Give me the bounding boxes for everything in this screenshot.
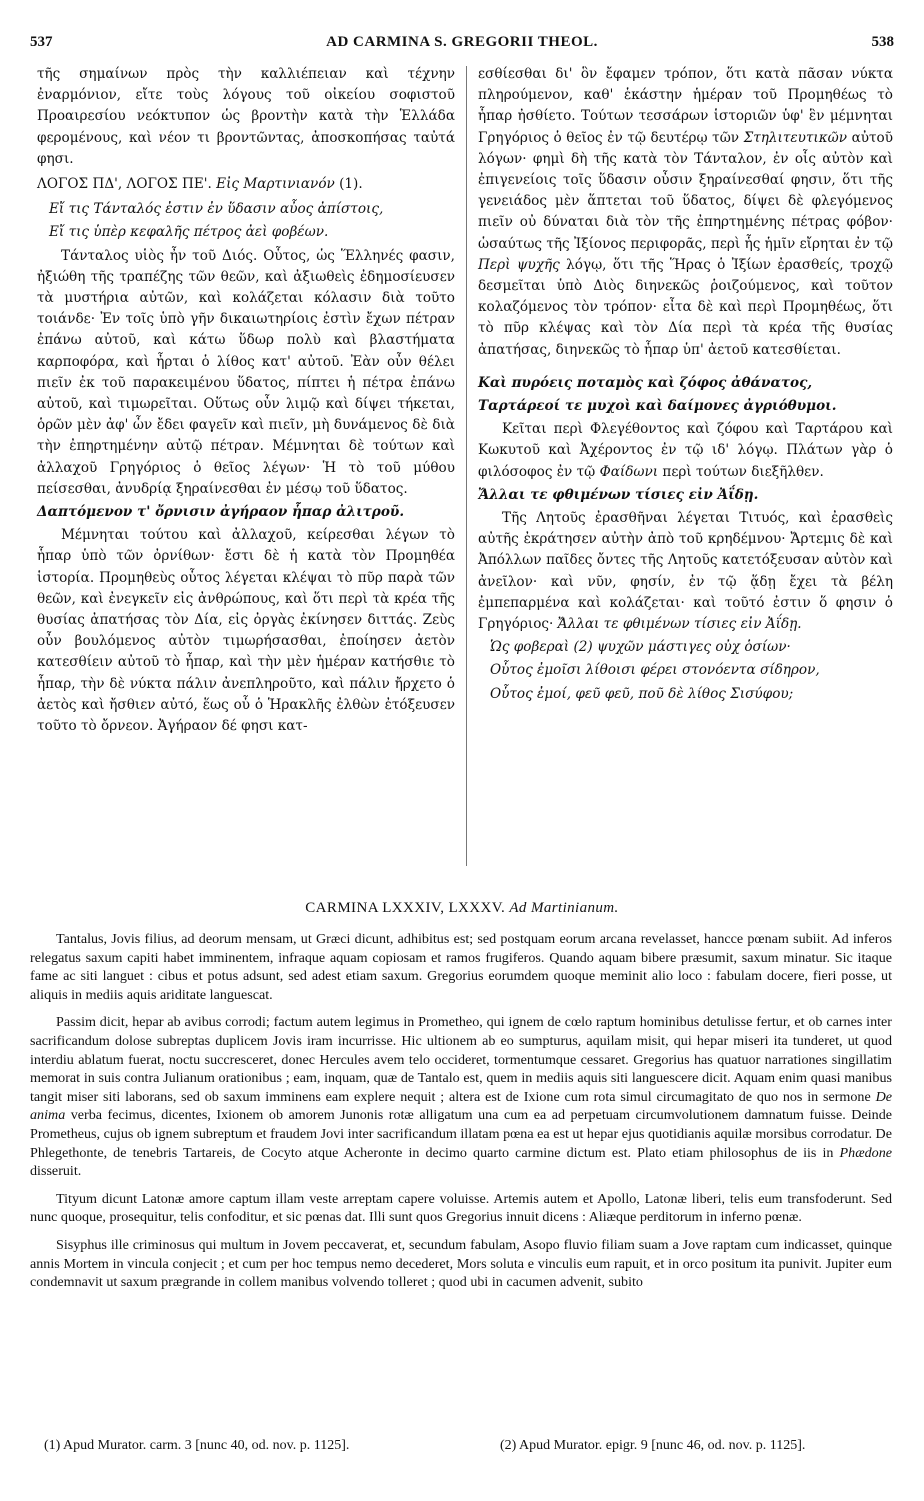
running-title: AD CARMINA S. GREGORII THEOL. <box>326 34 598 50</box>
page-number-left: 537 <box>30 34 53 50</box>
latin-translation <box>30 930 892 1301</box>
verse-line: Οὗτος ἐμοί, φεῦ φεῦ, ποῦ δὲ λίθος Σισύφου; <box>490 685 794 702</box>
latin-heading-title: Ad Martinianum. <box>509 900 619 916</box>
greek-paragraph: τῆς σημαίνων πρὸς τὴν καλλιέπειαν καὶ τέχνην ἐναρμόνιον, εἴτε τοὺς λόγους τοῦ οἰκείου σοφιστοῦ Προαιρεσίου νεόκτυπον ὡς βροντὴν κατὰ τὴν Ἑλλάδα φερομένους, καὶ νέον τι βροντῶντας, ἀποσκοπήσας ταὐτά φησι. <box>37 66 455 167</box>
latin-paragraph: Sisyphus ille criminosus qui multum in Jovem peccaverat, et, secundum fabulam, Asopo fluvio filiam suam a Jove raptam cum indicasset, quinque annis Mortem in vincula conjecit ; et cum per hoc tempus nemo decederet, Mors soluta e vinculis eum rapuit, et in orco positum ita punivit. Jupiter eum condemnavit ut saxum prægrande in collem manibus volvendo tolleret ; quod ubi in cacumen advenit, subito <box>30 1236 892 1291</box>
text-run: Τῆς Λητοῦς ἐρασθῆναι λέγεται Τιτυός, καὶ ἐρασθεὶς αὐτῆς ἐκράτησεν αὐτὴν ἀπὸ τοῦ κρηδέμνου· Ἄρτεμις δὲ καὶ Ἀπόλλων παῖδες ὄντες τῆς Λητοῦς κατετόξευσαν αὐτὸν καὶ ἀνεῖλον· καὶ νῦν, φησίν, ἐν τῷ ᾅδῃ ἔχει τὰ βέλη ἐμπεπαρμένα καὶ κολάζεται· καὶ τοῦτό ἐστιν ὅ φησιν ὁ Γρηγόριος· <box>478 510 893 633</box>
lemma: Καὶ πυρόεις ποταμὸς καὶ ζόφος ἀθάνατος, <box>478 374 813 391</box>
section-heading-prefix: ΛΟΓΟΣ ΠΔ', ΛΟΓΟΣ ΠΕ'. <box>37 176 217 193</box>
greek-column-left <box>37 64 455 737</box>
lemma: Δαπτόμενον τ' ὄρνισιν ἀγήραον ἧπαρ ἀλιτροῦ. <box>37 504 405 521</box>
footnote-2: (2) Apud Murator. epigr. 9 [nunc 46, od. nov. p. 1125]. <box>500 1438 806 1453</box>
verse-line: Εἴ τις ὑπὲρ κεφαλῆς πέτρος ἀεὶ φοβέων. <box>49 224 329 241</box>
work-title: De anima <box>30 1088 892 1124</box>
column-divider <box>466 66 467 866</box>
text-run: Κεῖται περὶ Φλεγέθοντος καὶ ζόφου καὶ Ταρτάρου καὶ Κωκυτοῦ καὶ Ἀχέροντος ἐν τῷ ιδ' λόγῳ. Πλάτων γὰρ ὁ φιλόσοφος ἐν τῷ <box>478 421 893 480</box>
latin-paragraph: Tityum dicunt Latonæ amore captum illam veste arreptam capere voluisse. Artemis autem et Apollo, Latonæ liberi, telis eum transfoderunt. Sed nunc quoque, prosequitur, telis confoditur, et sic pœnas dat. Illi sunt quos Gregorius innuit dicens : Aliæque perditorum in inferno pœnæ. <box>30 1190 892 1226</box>
text-run: verba fecimus, dicentes, Ixionem ob amorem Junonis rotæ alligatum una cum ea ad perpetuam circumvolutionem damnatum fuisse. Deinde Prometheus, cujus ob ignem subreptum et fraudem Jovi inter sacrificandum illatam pœna ea est ut hepar ejus quotidianis aquilæ morsibus corrodatur. De Phlegethonte, de tenebris Tartareis, de Cocyto atque Acheronte in decimo quarto carmine dictum est. Plato etiam philosophus de iis in <box>30 1107 892 1161</box>
work-title: Στηλιτευτικῶν <box>743 129 848 146</box>
latin-paragraph <box>30 1013 892 1180</box>
text-run: Passim dicit, hepar ab avibus corrodi; factum autem legimus in Prometheo, qui ignem de cœlo raptum hominibus detulisse fertur, et ob carnes inter sacrificandum dolose subreptas duplicem Jovis iram incurrisse. Hic ultionem ab eo sumpturus, aquilam misit, qui hepar miseri ita tunderet, ut quod interdiu ablatum fuerat, noctu succresceret, donec Hercules avem telo occideret, tormentumque cessaret. Gregorius has quatuor narrationes singillatim memorat in suis contra Julianum orationibus ; eam, inquam, quæ de Tantalo est, quem in mediis aquis siti languescere dicit. Aquam enim quasi manibus tangit miser siti laborans, sed ob saxum imminens eam explere nequit ; altera est de Ixione cum rota simul circumagitato de quo nos in sermone <box>30 1014 892 1105</box>
text-run: εσθίεσθαι δι' ὃν ἔφαμεν τρόπον, ὅτι κατὰ πᾶσαν νύκτα πληρούμενον, καθ' ἑκάστην ἡμέραν τοῦ Προμηθέως τὸ ἧπαρ ἠσθίετο. Τούτων τεσσάρων ἱστοριῶν ὑφ' ἓν μέμνηται Γρηγόριος ὁ θεῖος ἐν τῷ δευτέρῳ τῶν <box>478 66 893 146</box>
text-run: λόγῳ, ὅτι τῆς Ἥρας ὁ Ἰξίων ἐρασθείς, τροχῷ δεσμεῖται ὑπὸ Διὸς διηνεκῶς ῥοιζούμενος, καὶ τοῦτον κολαζόμενος τὸν τρόπον· εἶτα δὲ καὶ περὶ Προμηθέως, ὅτι τὸ πῦρ κλέψας καὶ τὸν Δία περὶ τὰ κρέα τῆς θυσίας ἀπατήσας, διηνεκῶς τὸ ἧπαρ ὑπ' ἀετοῦ κατεσθίεται. <box>478 256 893 358</box>
text-run: περὶ τούτων διεξῆλθεν. <box>658 463 824 480</box>
lemma: Ταρτάρεοί τε μυχοὶ καὶ δαίμονες ἀγριόθυμοι. <box>478 398 837 415</box>
section-heading <box>37 174 455 195</box>
verse-line: Ὡς φοβεραὶ (2) ψυχῶν μάστιγες οὐχ ὁσίων· <box>490 639 791 656</box>
work-title: Φαίδωνι <box>599 463 659 480</box>
greek-paragraph <box>478 419 893 483</box>
text-run: αὐτοῦ λόγων· φημὶ δὴ τῆς κατὰ τὸν Τάνταλον, ἐν οἷς αὐτὸν καὶ ἐπιγενείοις τοῖς ὕδασιν οὖσιν ξηραίνεσθαί φησιν, ὅτι τῆς γενειάδος μὲν ἅπτεται τοῦ ὕδατος, δίψει δὲ φλεγόμενος πιεῖν οὐ δύναται διὰ τὸν τῆς ἐπηρτημένης πέτρας φόβον· ὡσαύτως τῆς Ἰξίονος περιφορᾶς, περὶ ἧς ἡμῖν εἴρηται ἐν τῷ <box>478 129 894 252</box>
latin-section-heading <box>0 900 924 917</box>
greek-paragraph: Μέμνηται τούτου καὶ ἀλλαχοῦ, κείρεσθαι λέγων τὸ ἧπαρ ὑπὸ τῶν ὀρνίθων· ἔστι δὲ ἡ κατὰ τὸν Προμηθέα ἱστορία. Προμηθεὺς οὗτος λέγεται κλέψαι τὸ πῦρ παρὰ τῶν θεῶν, καὶ ἐνεγκεῖν εἰς ἀνθρώπους, καὶ ὅτι περὶ τὰ κρέα τῆς θυσίας ἀπατήσας τὸν Δία, εἰς ὀργὰς ἐκίνησεν διττάς. Ζεὺς οὖν βουλόμενος αὐτὸν τιμωρήσασθαι, ἐποίησεν ἀετὸν κατεσθίειν αὐτοῦ τὸ ἧπαρ, καὶ τὴν μὲν ἡμέραν κατήσθιε τὸ ἧπαρ, τὴν δὲ νύκτα πάλιν ἀνεπληροῦτο, καὶ πάλιν ἤρχετο ὁ ἀετὸς καὶ ἤσθιεν αὐτό, ἕως οὗ ὁ Ἡρακλῆς ἐλθὼν ἐτόξευσεν τοῦτο τὸ ὄρνεον. Ἀγήραον δέ φησι κατ- <box>37 527 455 735</box>
footnotes <box>30 1437 892 1497</box>
lemma: Ἄλλαι τε φθιμένων τίσιες εἰν Ἀΐδῃ. <box>478 486 759 503</box>
verse-line: Οὗτος ἐμοῖσι λίθοισι φέρει στονόεντα σίδηρον, <box>490 662 820 679</box>
latin-heading-main: CARMINA LXXXIV, LXXXV. <box>305 900 510 916</box>
greek-paragraph <box>478 508 893 635</box>
page-number-right: 538 <box>871 34 894 50</box>
footnote-ref: (1). <box>334 176 363 193</box>
work-title: Phædone <box>839 1144 892 1161</box>
quotation: Ἄλλαι τε φθιμένων τίσιες εἰν Ἀΐδῃ. <box>557 616 802 633</box>
footnote-1: (1) Apud Murator. carm. 3 [nunc 40, od. nov. p. 1125]. <box>44 1438 350 1453</box>
running-header <box>30 34 894 54</box>
latin-paragraph: Tantalus, Jovis filius, ad deorum mensam, ut Græci dicunt, adhibitus est; sed postquam eorum arcana revelasset, hancce pœnam subiit. Ad inferos relegatus saxum capiti habet imminentem, infraque aquam copiosam et ramos frugiferos. Quando aquam bibere præsumit, saxum minatur. Sic itaque fame ac siti languet : cibus et potus adsunt, sed adest etiam saxum. Gregorius eorumdem quoque meminit alio loco : fabulam docere, fieri posse, ut aliquis in mediis aquis ariditate languescat. <box>30 931 892 1003</box>
section-heading-title: Εἰς Μαρτινιανόν <box>216 176 335 193</box>
text-run: disseruit. <box>30 1163 82 1180</box>
work-title: Περὶ ψυχῆς <box>478 256 560 273</box>
verse-line: Εἴ τις Τάνταλός ἐστιν ἐν ὕδασιν αὖος ἀπίστοις, <box>49 201 384 218</box>
greek-paragraph: Τάνταλος υἱὸς ἦν τοῦ Διός. Οὗτος, ὡς Ἕλληνές φασιν, ἠξιώθη τῆς τραπέζης τῶν θεῶν, καὶ ἀξιωθεὶς ἐδημοσίευσεν τὰ μυστήρια αὐτῶν, καὶ κολάζεται κόλασιν διὰ τοῦτο τοιάνδε· Ἐν τοῖς ὑπὸ γῆν δικαιωτηρίοις ἐστὶν ἔχων πέτραν ἐπάνω αὐτοῦ, καὶ κάτω ὕδωρ πολὺ καὶ βλαστήματα καρποφόρα, καὶ ἦρται ὁ λίθος κατ' αὐτοῦ. Ἐὰν οὖν θέλει πιεῖν ἐκ τοῦ παρακειμένου ὕδατος, πίπτει ἡ πέτρα ἐπάνω αὐτοῦ, καὶ τιμωρεῖται. Οὕτως οὖν λιμῷ καὶ δίψει τήκεται, ὁρῶν μὲν ἀφ' ὧν ἔδει φαγεῖν καὶ πιεῖν, μὴ δυνάμενος δὲ διὰ τὴν ἐπηρτημένην αὐτῷ πέτραν. Μέμνηται δὲ τούτων καὶ ἀλλαχοῦ Γρηγόριος ὁ θεῖος λέγων· Ἡ τὸ τοῦ μύθου πείσεσθαι, ἀνυδρίᾳ ξηραίνεσθαι ἐν μέσῳ τοῦ ὕδατος. <box>37 247 455 497</box>
greek-paragraph <box>478 64 893 361</box>
greek-column-right <box>478 64 893 707</box>
spacer <box>478 361 893 371</box>
